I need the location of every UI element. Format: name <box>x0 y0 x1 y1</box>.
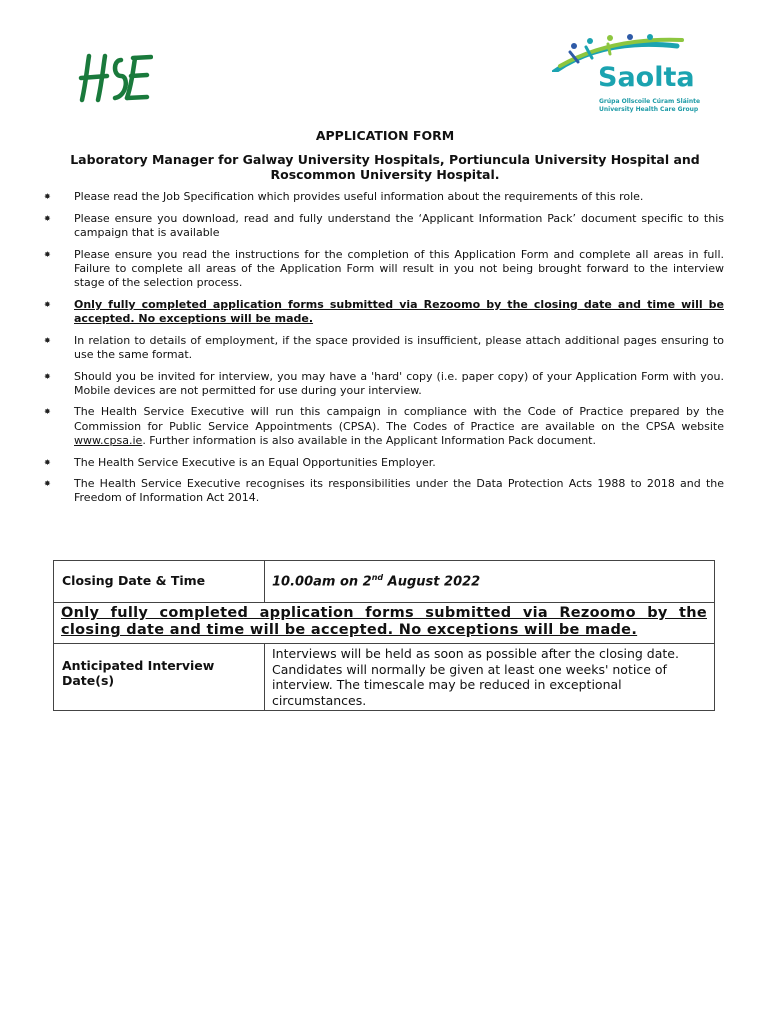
bullet-icon: ✸ <box>44 335 51 345</box>
saolta-subtitle-english: University Health Care Group <box>599 106 699 113</box>
list-item <box>40 405 724 448</box>
bullet-icon: ✸ <box>44 192 51 201</box>
bullet-icon: ✸ <box>44 299 51 309</box>
hse-logo <box>77 52 153 104</box>
list-item <box>40 370 724 398</box>
closing-date-month: August 2022 <box>383 574 481 590</box>
notice-text: Only fully completed application forms submitted via Rezoomo by the closing date and time will be accepted. No exceptions will be made. <box>54 603 715 644</box>
bullet-text: In relation to details of employment, if the space provided is insufficient, please attach additional pages ensuring to use the same format. <box>74 333 724 361</box>
list-item <box>40 334 724 362</box>
closing-date-suffix: nd <box>371 573 384 582</box>
list-item <box>40 248 724 291</box>
table-row <box>54 603 715 644</box>
job-title: Laboratory Manager for Galway University Hospitals, Portiuncula University Hospital and Roscommon University Hospital. <box>70 152 700 182</box>
bullet-icon: ✸ <box>44 479 51 489</box>
cpsa-link[interactable]: www.cpsa.ie <box>74 433 143 447</box>
list-item <box>40 212 724 240</box>
closing-date-value <box>265 561 715 603</box>
bullet-icon: ✸ <box>44 249 51 259</box>
bullet-text: Please ensure you download, read and fully understand the ‘Applicant Information Pack’ document specific to this campaign that is available <box>74 211 724 239</box>
closing-date-text: 10.00am on 2 <box>272 574 372 590</box>
bullet-icon: ✸ <box>44 371 51 381</box>
closing-date-label: Closing Date & Time <box>54 561 265 603</box>
interview-date-text: Interviews will be held as soon as possible after the closing date. Candidates will normally be given at least one weeks' notice of interview. The timescale may be reduced in exceptional circumstances. <box>265 644 715 711</box>
bullet-text: The Health Service Executive recognises its responsibilities under the Data Protection Acts 1988 to 2018 and the Freedom of Information Act 2014. <box>74 477 724 505</box>
saolta-logo <box>552 32 712 114</box>
bullet-icon: ✸ <box>44 213 51 223</box>
list-item <box>40 456 724 470</box>
bullet-text: . Further information is also available in the Applicant Information Pack document. <box>142 433 596 447</box>
saolta-wordmark: Saolta <box>598 62 695 93</box>
bullet-text: The Health Service Executive is an Equal Opportunities Employer. <box>74 455 436 469</box>
closing-info-table <box>53 560 715 711</box>
bullet-icon: ✸ <box>44 407 51 417</box>
bullet-text: Should you be invited for interview, you may have a 'hard' copy (i.e. paper copy) of your Application Form with you. Mobile devices are not permitted for use during your interview. <box>74 369 724 397</box>
bullet-text: Please ensure you read the instructions for the completion of this Application Form and complete all areas in full. Failure to complete all areas of the Application Form will result in you not being brought forward to the interview stage of the selection process. <box>74 247 724 290</box>
interview-date-label: Anticipated Interview Date(s) <box>54 644 265 711</box>
table-row <box>54 644 715 711</box>
bullet-text: The Health Service Executive will run this campaign in compliance with the Code of Practice prepared by the Commission for Public Service Appointments (CPSA). The Codes of Practice are available on the CPSA website <box>74 405 724 433</box>
instructions-list <box>40 190 724 513</box>
list-item <box>40 477 724 505</box>
list-item <box>40 298 724 326</box>
bullet-text: Only fully completed application forms submitted via Rezoomo by the closing date and time will be accepted. No exceptions will be made. <box>74 297 724 325</box>
bullet-icon: ✸ <box>44 457 51 467</box>
bullet-text: Please read the Job Specification which provides useful information about the requirements of this role. <box>74 190 644 203</box>
saolta-subtitle-irish: Grúpa Ollscoile Cúram Sláinte <box>599 98 701 105</box>
table-row <box>54 561 715 603</box>
list-item <box>40 190 724 204</box>
form-title: APPLICATION FORM <box>315 128 455 143</box>
